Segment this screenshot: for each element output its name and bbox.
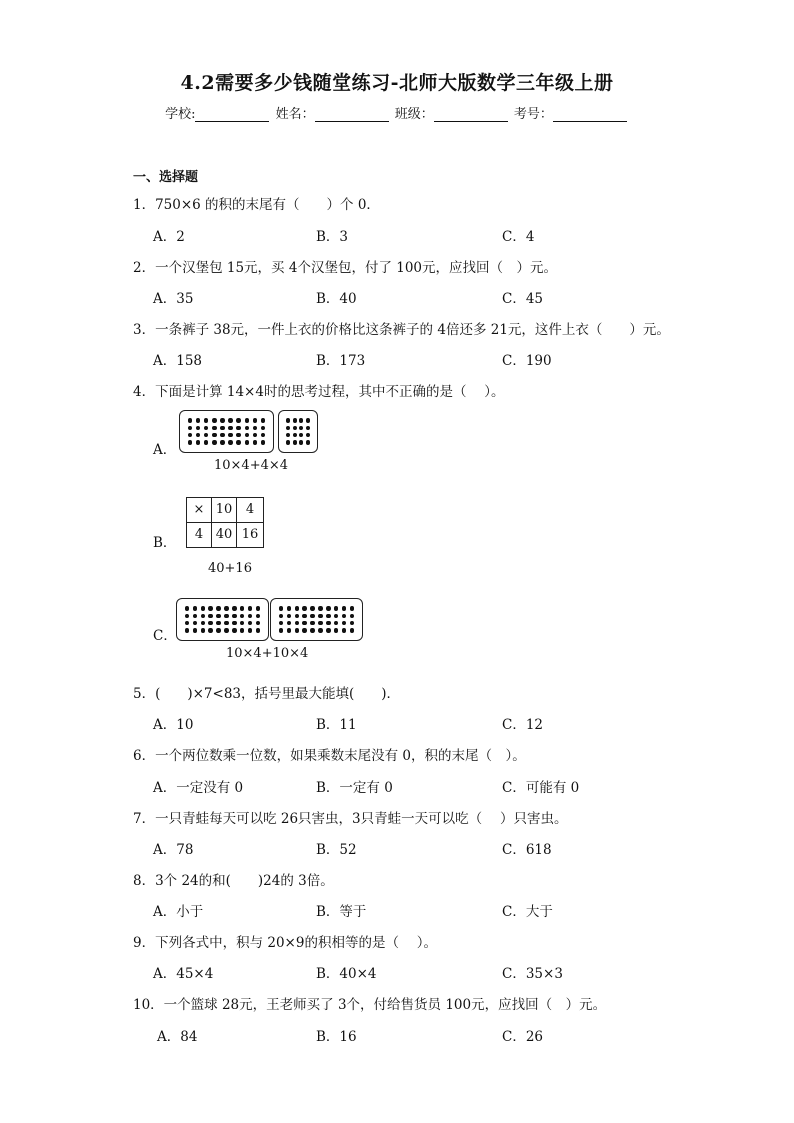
dot <box>310 614 314 618</box>
page-title: 4.2需要多少钱随堂练习-北师大版数学三年级上册 <box>180 72 614 94</box>
dot <box>310 628 314 632</box>
dot <box>350 628 354 632</box>
question-8-option-a[interactable]: A．小于 <box>153 904 204 920</box>
dot <box>208 628 212 632</box>
question-4-option-b[interactable]: B． <box>153 535 177 551</box>
dot <box>302 628 306 632</box>
dot <box>196 440 200 444</box>
dot <box>256 628 260 632</box>
question-1-option-b[interactable]: B．3 <box>316 229 349 245</box>
question-7-option-a[interactable]: A．78 <box>153 842 194 858</box>
dot <box>302 606 306 610</box>
dot <box>193 628 197 632</box>
dot <box>293 426 297 430</box>
question-10-stem: 10．一个篮球 28元，王老师买了 3个，付给售货员 100元，应找回（ ）元。 <box>133 997 607 1013</box>
dot <box>208 614 212 618</box>
question-1-stem: 1．750×6 的积的末尾有（ ）个 0． <box>133 197 380 213</box>
dot <box>185 628 189 632</box>
question-1-option-a[interactable]: A．2 <box>153 229 185 245</box>
dot <box>188 426 192 430</box>
class-label: 班级： <box>394 107 434 122</box>
dot <box>299 440 303 444</box>
dot <box>310 606 314 610</box>
option-c-caption: 10×4+10×4 <box>226 646 309 661</box>
dot <box>185 614 189 618</box>
dot <box>286 440 290 444</box>
question-3-option-b[interactable]: B．173 <box>316 353 366 369</box>
dot <box>208 606 212 610</box>
name-blank <box>315 108 389 122</box>
dot <box>334 606 338 610</box>
dot <box>228 418 232 422</box>
dot <box>287 614 291 618</box>
dot <box>261 433 265 437</box>
question-8-option-b[interactable]: B．等于 <box>316 904 367 920</box>
dot <box>216 621 220 625</box>
dot <box>240 614 244 618</box>
dot <box>212 440 216 444</box>
dot <box>342 621 346 625</box>
dot <box>293 440 297 444</box>
question-9-option-c[interactable]: C．35×3 <box>502 966 563 982</box>
question-10-option-a[interactable]: A．84 <box>157 1029 198 1045</box>
question-5-option-c[interactable]: C．12 <box>502 717 544 733</box>
dot <box>245 418 249 422</box>
option-b-caption: 40+16 <box>208 561 252 576</box>
dot <box>232 628 236 632</box>
question-6-stem: 6．一个两位数乘一位数，如果乘数末尾没有 0，积的末尾（ ）。 <box>133 748 526 764</box>
dot <box>350 621 354 625</box>
dot <box>248 614 252 618</box>
dot <box>253 426 257 430</box>
dot-array-10x4-first <box>176 598 269 641</box>
dot <box>196 426 200 430</box>
grid-cell-16: 16 <box>236 522 264 548</box>
dot <box>256 621 260 625</box>
dot <box>193 614 197 618</box>
question-10-option-c[interactable]: C．26 <box>502 1029 544 1045</box>
dot <box>224 628 228 632</box>
dot <box>279 621 283 625</box>
dot <box>201 614 205 618</box>
dot <box>216 628 220 632</box>
dot <box>201 606 205 610</box>
dot <box>299 426 303 430</box>
question-4-option-a[interactable]: A． <box>153 442 177 458</box>
dot <box>253 440 257 444</box>
question-9-option-a[interactable]: A．45×4 <box>153 966 214 982</box>
dot <box>201 628 205 632</box>
dot <box>220 418 224 422</box>
question-2-option-c[interactable]: C．45 <box>502 291 544 307</box>
dot <box>236 426 240 430</box>
grid-cell-row-4: 4 <box>186 522 212 548</box>
grid-cell-10: 10 <box>211 497 237 523</box>
dot <box>240 606 244 610</box>
dot <box>240 621 244 625</box>
student-info-line <box>0 103 794 122</box>
dot <box>334 614 338 618</box>
dot <box>228 433 232 437</box>
dot <box>326 621 330 625</box>
dot <box>318 606 322 610</box>
question-4-option-c[interactable]: C． <box>153 628 177 644</box>
dot-array-10x4-second <box>270 598 363 641</box>
dot <box>216 614 220 618</box>
question-6-option-a[interactable]: A．一定没有 0 <box>153 780 244 796</box>
dot <box>287 606 291 610</box>
dot <box>295 606 299 610</box>
dot <box>261 418 265 422</box>
dot <box>287 621 291 625</box>
class-blank <box>434 108 508 122</box>
question-7-option-c[interactable]: C．618 <box>502 842 552 858</box>
dot <box>306 418 310 422</box>
dot <box>342 614 346 618</box>
dot <box>302 621 306 625</box>
question-9-option-b[interactable]: B．40×4 <box>316 966 377 982</box>
dot <box>224 614 228 618</box>
dot <box>302 614 306 618</box>
dot <box>293 418 297 422</box>
question-6-option-b[interactable]: B．一定有 0 <box>316 780 393 796</box>
dot <box>232 614 236 618</box>
dot <box>240 628 244 632</box>
dot <box>185 606 189 610</box>
dot <box>295 621 299 625</box>
dot <box>299 433 303 437</box>
dot <box>220 433 224 437</box>
dot <box>193 621 197 625</box>
dot <box>204 418 208 422</box>
dot <box>293 433 297 437</box>
dot <box>253 433 257 437</box>
dot <box>245 426 249 430</box>
dot <box>306 440 310 444</box>
exam-no-label: 考号： <box>513 107 553 122</box>
dot <box>286 426 290 430</box>
question-5-stem: 5．( )×7<83，括号里最大能填( )． <box>133 686 401 702</box>
school-label: 学校: <box>165 107 196 122</box>
question-5-option-b[interactable]: B．11 <box>316 717 357 733</box>
dot <box>261 426 265 430</box>
question-3-option-c[interactable]: C．190 <box>502 353 552 369</box>
question-8-option-c[interactable]: C．大于 <box>502 904 553 920</box>
dot <box>256 606 260 610</box>
question-2-stem: 2．一个汉堡包 15元，买 4个汉堡包，付了 100元，应找回（ ）元。 <box>133 260 557 276</box>
question-7-option-b[interactable]: B．52 <box>316 842 357 858</box>
section-title: 一、选择题 <box>133 170 199 185</box>
dot <box>196 418 200 422</box>
dot <box>279 614 283 618</box>
dot <box>245 440 249 444</box>
dot <box>326 606 330 610</box>
dot <box>201 621 205 625</box>
dot <box>185 621 189 625</box>
dot <box>279 606 283 610</box>
dot <box>318 614 322 618</box>
question-6-option-c[interactable]: C．可能有 0 <box>502 780 580 796</box>
dot <box>245 433 249 437</box>
dot <box>224 606 228 610</box>
dot-array-10x4 <box>179 410 274 453</box>
dot <box>204 440 208 444</box>
dot <box>204 433 208 437</box>
dot <box>212 426 216 430</box>
question-1-option-c[interactable]: C．4 <box>502 229 535 245</box>
question-7-stem: 7．一只青蛙每天可以吃 26只害虫，3只青蛙一天可以吃（ ）只害虫。 <box>133 811 568 827</box>
dot <box>236 433 240 437</box>
dot <box>286 433 290 437</box>
exam-no-blank <box>553 108 627 122</box>
dot <box>342 628 346 632</box>
question-3-stem: 3．一条裤子 38元，一件上衣的价格比这条裤子的 4倍还多 21元，这件上衣（ ）元。 <box>133 322 670 338</box>
grid-cell-times: × <box>186 497 212 523</box>
dot <box>342 606 346 610</box>
question-3-option-a[interactable]: A．158 <box>153 353 203 369</box>
dot <box>299 418 303 422</box>
dot <box>193 606 197 610</box>
dot <box>232 621 236 625</box>
dot <box>248 621 252 625</box>
dot <box>212 433 216 437</box>
question-5-option-a[interactable]: A．10 <box>153 717 194 733</box>
name-label: 姓名： <box>275 107 315 122</box>
dot <box>350 614 354 618</box>
dot <box>350 606 354 610</box>
grid-cell-40: 40 <box>211 522 237 548</box>
dot <box>295 628 299 632</box>
dot <box>216 606 220 610</box>
option-a-caption: 10×4+4×4 <box>214 458 289 473</box>
dot <box>232 606 236 610</box>
dot <box>208 621 212 625</box>
dot <box>253 418 257 422</box>
school-blank <box>195 108 269 122</box>
dot <box>204 426 208 430</box>
question-2-option-a[interactable]: A．35 <box>153 291 194 307</box>
dot <box>236 440 240 444</box>
dot <box>287 628 291 632</box>
dot <box>334 621 338 625</box>
dot <box>279 628 283 632</box>
dot <box>248 628 252 632</box>
dot <box>326 614 330 618</box>
dot <box>306 433 310 437</box>
dot <box>196 433 200 437</box>
dot <box>261 440 265 444</box>
dot <box>318 621 322 625</box>
dot <box>334 628 338 632</box>
dot <box>188 418 192 422</box>
dot <box>220 426 224 430</box>
dot <box>236 418 240 422</box>
dot <box>188 440 192 444</box>
dot <box>306 426 310 430</box>
dot <box>228 440 232 444</box>
grid-cell-4: 4 <box>236 497 264 523</box>
dot <box>212 418 216 422</box>
question-8-stem: 8．3个 24的和( )24的 3倍。 <box>133 873 334 889</box>
dot-array-4x4 <box>278 410 318 453</box>
dot <box>286 418 290 422</box>
dot <box>248 606 252 610</box>
dot <box>326 628 330 632</box>
dot <box>295 614 299 618</box>
dot <box>228 426 232 430</box>
dot <box>220 440 224 444</box>
question-9-stem: 9．下列各式中，积与 20×9的积相等的是（ ）。 <box>133 935 437 951</box>
dot <box>188 433 192 437</box>
question-4-stem: 4．下面是计算 14×4时的思考过程，其中不正确的是（ ）。 <box>133 384 505 400</box>
dot <box>256 614 260 618</box>
question-2-option-b[interactable]: B．40 <box>316 291 357 307</box>
dot <box>318 628 322 632</box>
question-10-option-b[interactable]: B．16 <box>316 1029 357 1045</box>
dot <box>224 621 228 625</box>
dot <box>310 621 314 625</box>
